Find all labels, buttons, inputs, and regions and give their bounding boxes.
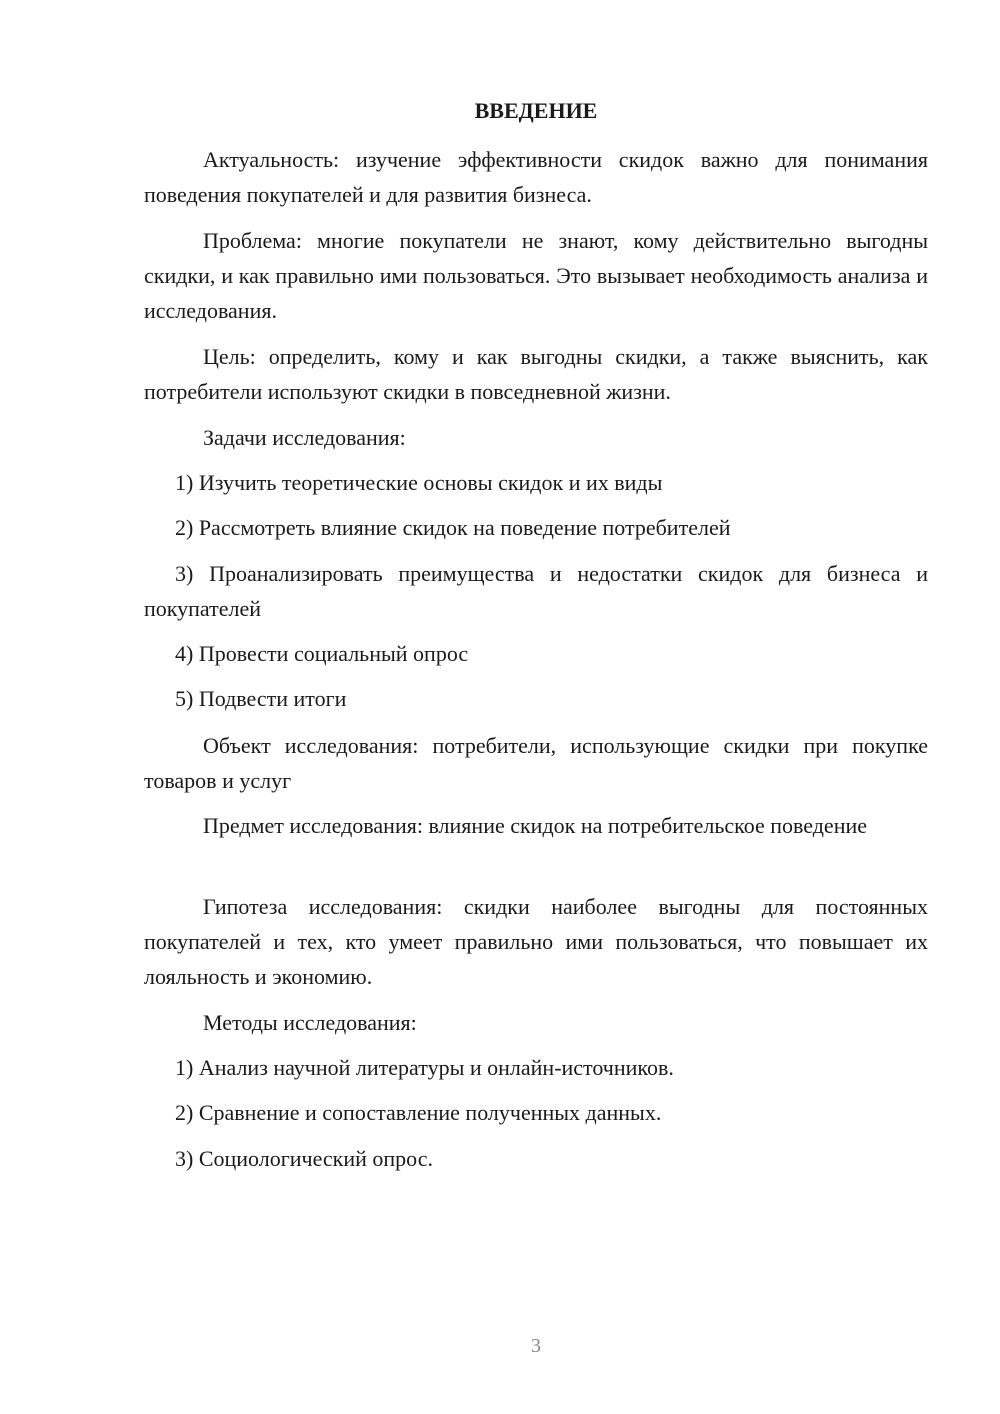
page-title: ВВЕДЕНИЕ: [474, 98, 598, 123]
methods-heading: Методы исследования:: [203, 1010, 417, 1035]
method-item: 3) Социологический опрос.: [175, 1146, 433, 1171]
method-item: 2) Сравнение и сопоставление полученных данных.: [175, 1100, 662, 1125]
goal-paragraph: Цель: определить, кому и как выгодны скидки, а также выяснить, как потребители используют скидки в повседневной жизни.: [144, 344, 928, 404]
hypothesis-paragraph: Гипотеза исследования: скидки наиболее выгодны для постоянных покупателей и тех, кто умеет правильно ими пользоваться, что повышает их лояльность и экономию.: [144, 894, 928, 989]
relevance-paragraph: Актуальность: изучение эффективности скидок важно для понимания поведения покупателей и для развития бизнеса.: [144, 147, 928, 207]
task-item: 2) Рассмотреть влияние скидок на поведение потребителей: [175, 515, 731, 540]
task-item: 4) Провести социальный опрос: [175, 641, 469, 666]
object-paragraph: Объект исследования: потребители, использующие скидки при покупке товаров и услуг: [144, 733, 928, 793]
task-item: 1) Изучить теоретические основы скидок и их виды: [175, 470, 663, 495]
page-number: 3: [531, 1335, 541, 1357]
tasks-heading: Задачи исследования:: [203, 425, 406, 450]
task-item: 5) Подвести итоги: [175, 686, 347, 711]
task-item: 3) Проанализировать преимущества и недостатки скидок для бизнеса и покупателей: [144, 561, 928, 621]
problem-paragraph: Проблема: многие покупатели не знают, кому действительно выгодны скидки, и как правильно ими пользоваться. Это вызывает необходимость анализа и исследования.: [144, 228, 928, 323]
subject-paragraph: Предмет исследования: влияние скидок на потребительское поведение: [203, 813, 868, 838]
method-item: 1) Анализ научной литературы и онлайн-источников.: [175, 1055, 674, 1080]
document-page: [144, 0, 928, 1414]
